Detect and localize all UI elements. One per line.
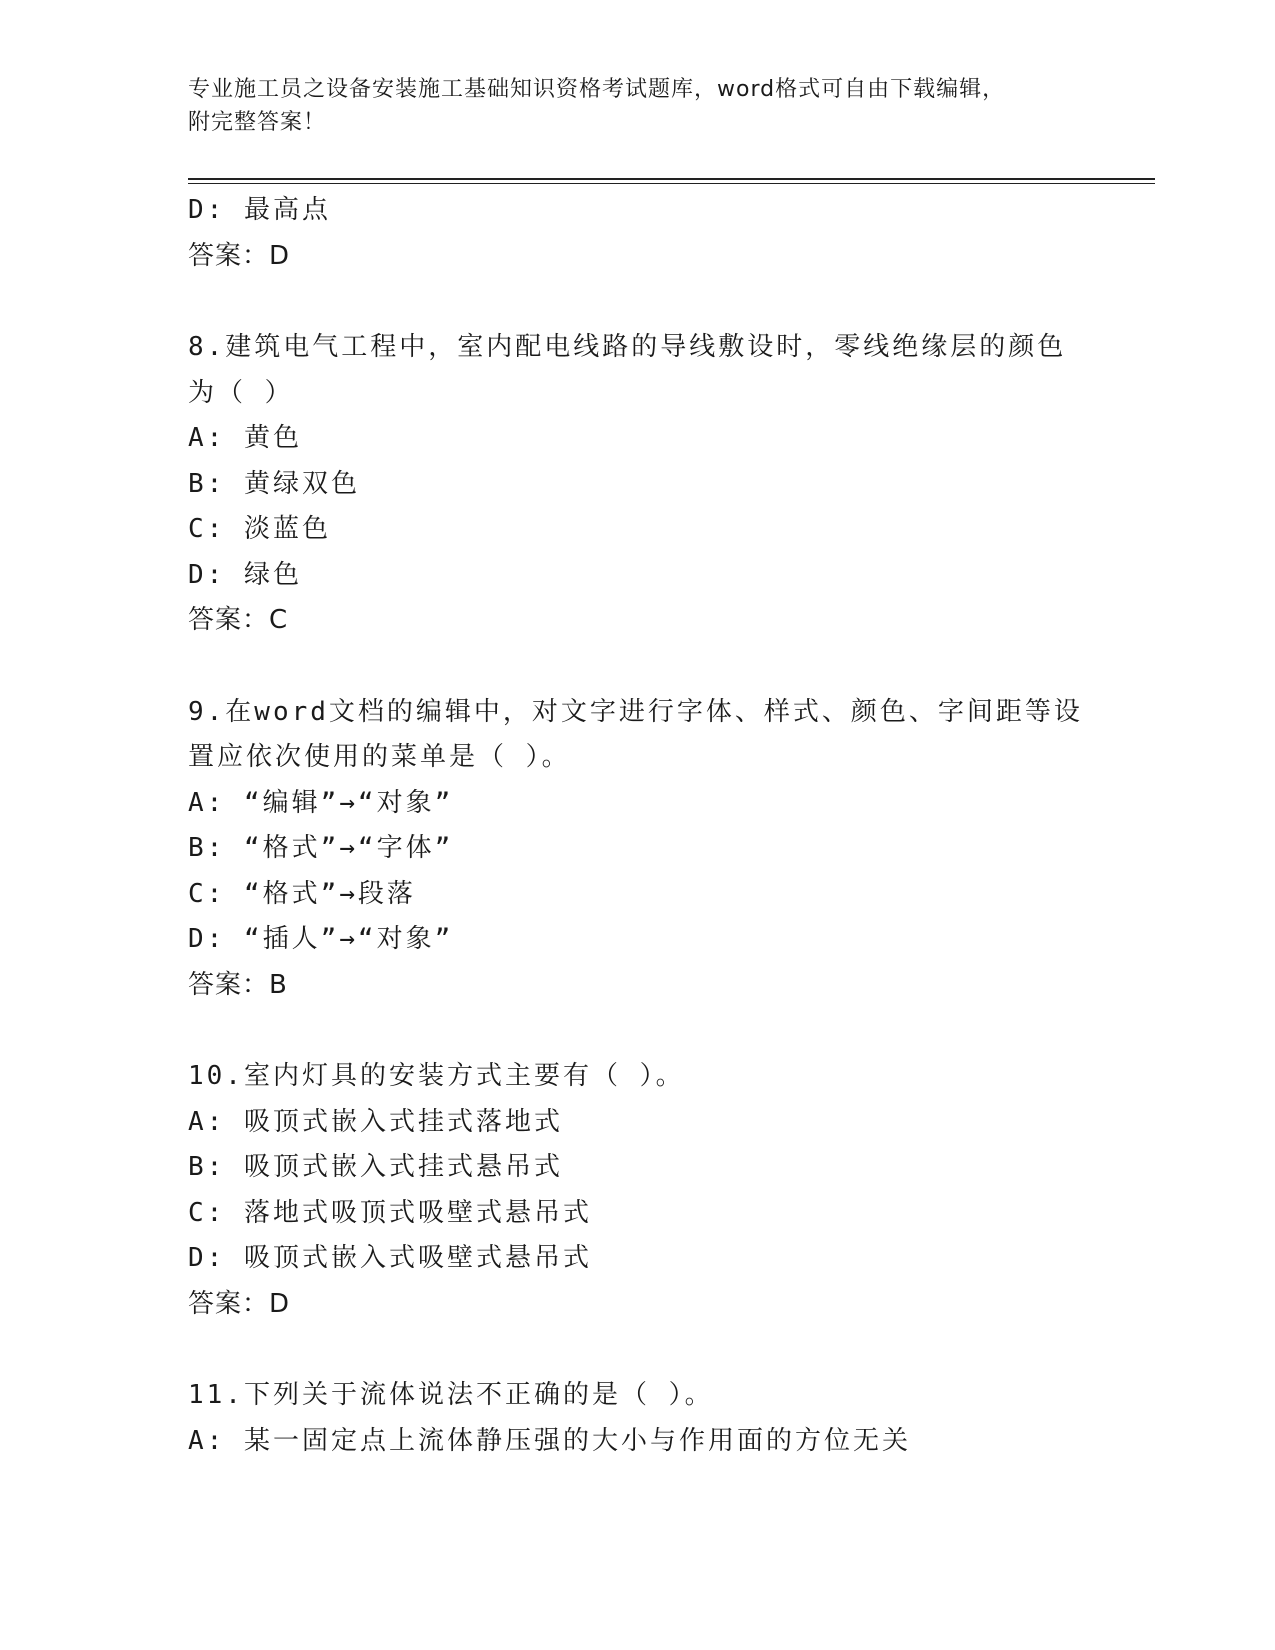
question-stem-cont: 为（ ）	[188, 377, 294, 408]
option-c: C: “格式”→段落	[188, 878, 416, 909]
question-stem: 9.在word文档的编辑中，对文字进行字体、样式、颜色、字间距等设	[188, 696, 1083, 727]
option-c: C: 落地式吸顶式吸壁式悬吊式	[188, 1197, 592, 1228]
answer-line: 答案：B	[188, 969, 288, 1000]
option-b: B: 吸顶式嵌入式挂式悬吊式	[188, 1152, 563, 1182]
question-stem-cont: 置应依次使用的菜单是（ ）。	[188, 742, 571, 772]
question-block-11	[188, 1373, 1088, 1464]
option-a: A: 某一固定点上流体静压强的大小与作用面的方位无关	[188, 1425, 911, 1456]
header-title-line-1: 专业施工员之设备安装施工基础知识资格考试题库，word格式可自由下载编辑，	[188, 77, 1006, 102]
answer-line: 答案：C	[188, 605, 289, 635]
header-title-line-2: 附完整答案！	[188, 110, 327, 135]
option-d: D: 最高点	[188, 195, 331, 225]
header-divider	[188, 178, 1155, 180]
header-divider-thin	[188, 183, 1155, 184]
question-block-10	[188, 1054, 1088, 1327]
option-b: B: “格式”→“字体”	[188, 833, 454, 863]
answer-line: 答案：D	[188, 240, 291, 271]
option-c: C: 淡蓝色	[188, 514, 331, 544]
option-a: A: “编辑”→“对象”	[188, 787, 454, 818]
option-a: A: 吸顶式嵌入式挂式落地式	[188, 1106, 563, 1137]
option-a: A: 黄色	[188, 423, 302, 453]
option-d: D: 吸顶式嵌入式吸壁式悬吊式	[188, 1243, 592, 1273]
option-b: B: 黄绿双色	[188, 468, 360, 499]
question-list	[188, 188, 1088, 1464]
answer-line: 答案：D	[188, 1288, 291, 1319]
option-d: D: “插人”→“对象”	[188, 924, 454, 954]
option-d: D: 绿色	[188, 559, 302, 590]
page-header	[188, 73, 1088, 139]
question-stem: 8.建筑电气工程中，室内配电线路的导线敷设时，零线绝缘层的颜色	[188, 332, 1067, 362]
question-block-8	[188, 325, 1088, 644]
question-stem: 10.室内灯具的安装方式主要有（ ）。	[188, 1061, 685, 1091]
question-block-9	[188, 690, 1088, 1009]
question-stem: 11.下列关于流体说法不正确的是（ ）。	[188, 1380, 714, 1410]
